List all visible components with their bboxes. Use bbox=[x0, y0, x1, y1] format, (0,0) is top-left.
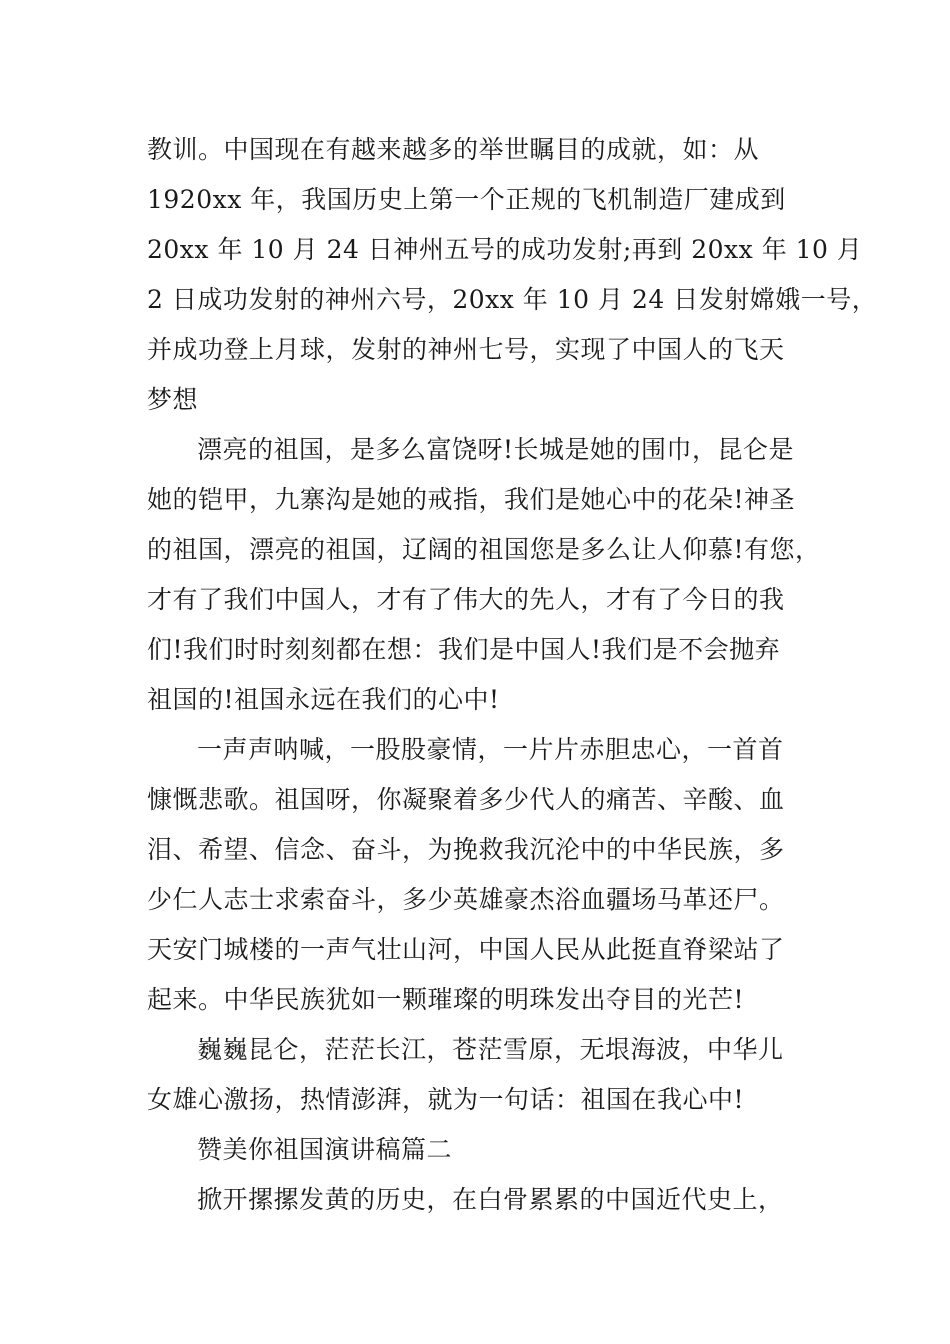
text-line: 并成功登上月球，发射的神州七号，实现了中国人的飞天 bbox=[147, 335, 785, 364]
text-line: 泪、希望、信念、奋斗，为挽救我沉沦中的中华民族，多 bbox=[147, 835, 785, 864]
paragraph-first-line: 漂亮的祖国，是多么富饶呀!长城是她的围巾，昆仑是 bbox=[197, 435, 795, 464]
text-line: 才有了我们中国人，才有了伟大的先人，才有了今日的我 bbox=[147, 585, 785, 614]
text-line: 女雄心激扬，热情澎湃，就为一句话：祖国在我心中! bbox=[147, 1085, 745, 1114]
section-heading: 赞美你祖国演讲稿篇二 bbox=[197, 1135, 453, 1164]
text-line: 梦想 bbox=[147, 385, 199, 414]
text-line: 祖国的!祖国永远在我们的心中! bbox=[147, 685, 500, 714]
text-line: 们!我们时时刻刻都在想：我们是中国人!我们是不会抛弃 bbox=[147, 635, 781, 664]
text-line: 的祖国，漂亮的祖国，辽阔的祖国您是多么让人仰慕!有您， bbox=[147, 535, 821, 564]
text-line: 教训。中国现在有越来越多的举世瞩目的成就，如：从 bbox=[147, 135, 760, 164]
text-line: 她的铠甲，九寨沟是她的戒指，我们是她心中的花朵!神圣 bbox=[147, 485, 796, 514]
text-line: 20xx 年 10 月 24 日神州五号的成功发射;再到 20xx 年 10 月 bbox=[147, 235, 863, 264]
text-line: 1920xx 年，我国历史上第一个正规的飞机制造厂建成到 bbox=[147, 185, 786, 214]
text-line: 起来。中华民族犹如一颗璀璨的明珠发出夺目的光芒! bbox=[147, 985, 745, 1014]
text-line: 天安门城楼的一声气壮山河，中国人民从此挺直脊梁站了 bbox=[147, 935, 785, 964]
text-line: 少仁人志士求索奋斗，多少英雄豪杰浴血疆场马革还尸。 bbox=[147, 885, 785, 914]
text-line: 2 日成功发射的神州六号，20xx 年 10 月 24 日发射嫦娥一号， bbox=[147, 285, 878, 314]
text-line: 慷慨悲歌。祖国呀，你凝聚着多少代人的痛苦、辛酸、血 bbox=[147, 785, 785, 814]
paragraph-first-line: 掀开摞摞发黄的历史，在白骨累累的中国近代史上， bbox=[197, 1185, 784, 1214]
paragraph-first-line: 一声声呐喊，一股股豪情，一片片赤胆忠心，一首首 bbox=[197, 735, 784, 764]
paragraph-first-line: 巍巍昆仑，茫茫长江，苍茫雪原，无垠海波，中华儿 bbox=[197, 1035, 784, 1064]
